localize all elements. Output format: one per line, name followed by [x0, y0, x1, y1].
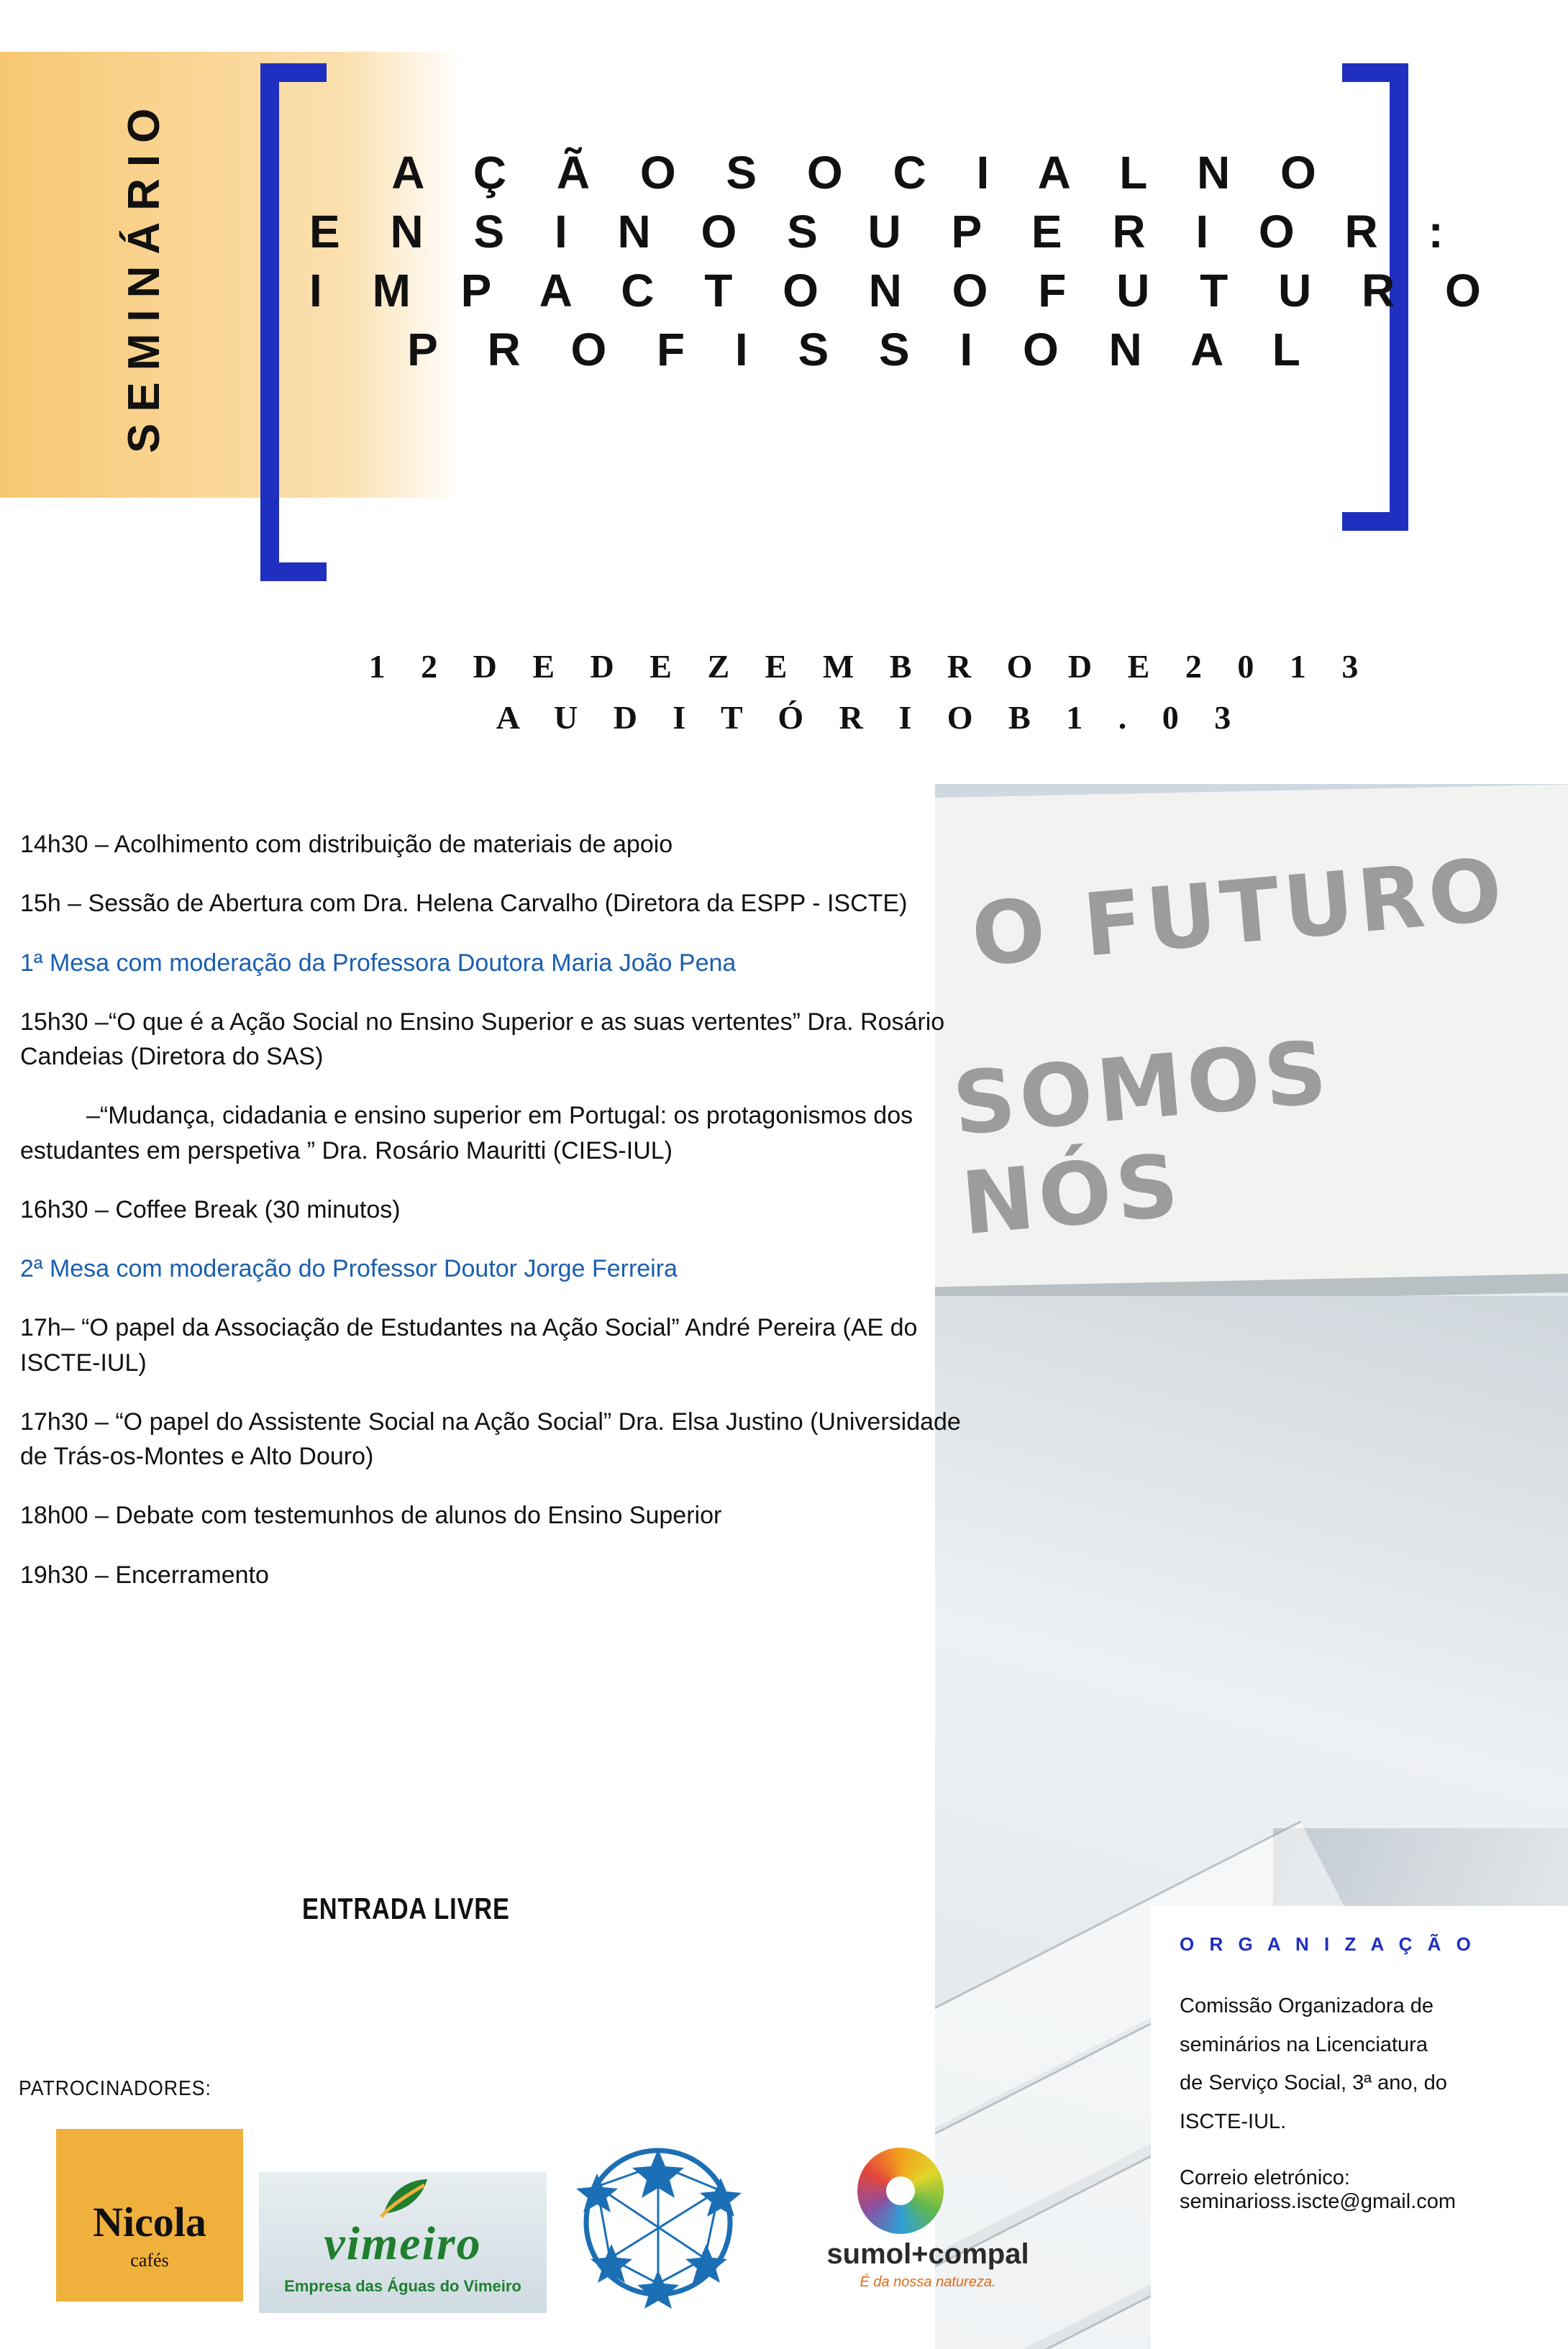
organization-line: ISCTE-IUL.: [1180, 2109, 1287, 2133]
organization-title: O R G A N I Z A Ç Ã O: [1180, 1933, 1476, 1955]
sponsor-logo-sumol-compal: [813, 2148, 1043, 2327]
page-title: [309, 144, 1500, 380]
event-date: 1 2 D E D E Z E M B R O D E 2 0 1 3: [368, 648, 1372, 685]
free-entry-note: ENTRADA LIVRE: [302, 1892, 510, 1925]
title-line-4: P R O F I S S I O N A L: [407, 323, 1319, 375]
organization-line: de Serviço Social, 3ª ano, do: [1180, 2071, 1447, 2095]
sponsor-tagline: É da nossa natureza.: [860, 2274, 996, 2290]
programme-item: 17h– “O papel da Associação de Estudantes na Ação Social” André Pereira (AE do ISCTE-IUL): [20, 1314, 918, 1377]
contact-email[interactable]: seminarioss.iscte@gmail.com: [1180, 2189, 1456, 2213]
programme-item: –“Mudança, cidadania e ensino superior em Portugal: os protagonismos dos estudantes em perspetiva ” Dra. Rosário Mauritti (CIES-IUL): [20, 1102, 913, 1164]
title-line-1: A Ç Ã O S O C I A L N O: [391, 147, 1335, 199]
programme-item: 19h30 – Encerramento: [20, 1561, 269, 1589]
programme-item: 17h30 – “O papel do Assistente Social na Ação Social” Dra. Elsa Justino (Universidade de Trás-os-Montes e Alto Douro): [20, 1408, 961, 1471]
event-date-venue: [309, 647, 1431, 736]
sponsor-tagline: Empresa das Águas do Vimeiro: [284, 2277, 521, 2295]
programme-item: 14h30 – Acolhimento com distribuição de materiais de apoio: [20, 831, 673, 858]
programme-item: 15h – Sessão de Abertura com Dra. Helena Carvalho (Diretora da ESPP - ISCTE): [20, 890, 908, 918]
programme-item: 18h00 – Debate com testemunhos de alunos do Ensino Superior: [20, 1502, 722, 1530]
email-label: Correio eletrónico:: [1180, 2166, 1350, 2189]
programme-item: 16h30 – Coffee Break (30 minutos): [20, 1195, 401, 1223]
organization-block: [1151, 1906, 1568, 2349]
organization-line: seminários na Licenciatura: [1180, 2033, 1428, 2056]
leaf-icon: [380, 2178, 430, 2218]
sponsors-label: PATROCINADORES:: [19, 2077, 211, 2100]
sponsor-name: Nicola: [93, 2199, 206, 2245]
seminario-label: SEMINÁRIO: [119, 96, 169, 453]
organization-line: Comissão Organizadora de: [1180, 1994, 1434, 2017]
title-line-2: E N S I N O S U P E R I O R :: [309, 205, 1462, 257]
sponsor-logo-nicola: [56, 2129, 243, 2302]
poster-header: [0, 0, 1568, 736]
pinwheel-center: [886, 2176, 915, 2205]
programme-panel-heading: 1ª Mesa com moderação da Professora Doutora Maria João Pena: [20, 949, 737, 977]
sponsor-logos: [0, 2129, 1050, 2349]
banner-text-line-2: SOMOS NÓS: [949, 1022, 1335, 1255]
programme-panel-heading: 2ª Mesa com moderação do Professor Doutor Jorge Ferreira: [20, 1255, 678, 1283]
event-venue: A U D I T Ó R I O B 1 . 0 3: [496, 699, 1245, 736]
programme-list: [0, 827, 993, 1617]
programme-item: 15h30 –“O que é a Ação Social no Ensino Superior e as suas vertentes” Dra. Rosário Candeias (Diretora do SAS): [20, 1008, 945, 1071]
sponsor-logo-network-icon: [568, 2136, 748, 2309]
banner-text-line-1: O FUTURO: [967, 839, 1510, 987]
sponsor-tagline: cafés: [130, 2250, 169, 2271]
sponsor-logo-vimeiro: [259, 2172, 547, 2313]
sponsor-name: sumol+compal: [826, 2238, 1029, 2270]
title-line-3: I M P A C T O N O F U T U R O: [309, 264, 1500, 316]
sponsor-name: vimeiro: [324, 2217, 482, 2270]
